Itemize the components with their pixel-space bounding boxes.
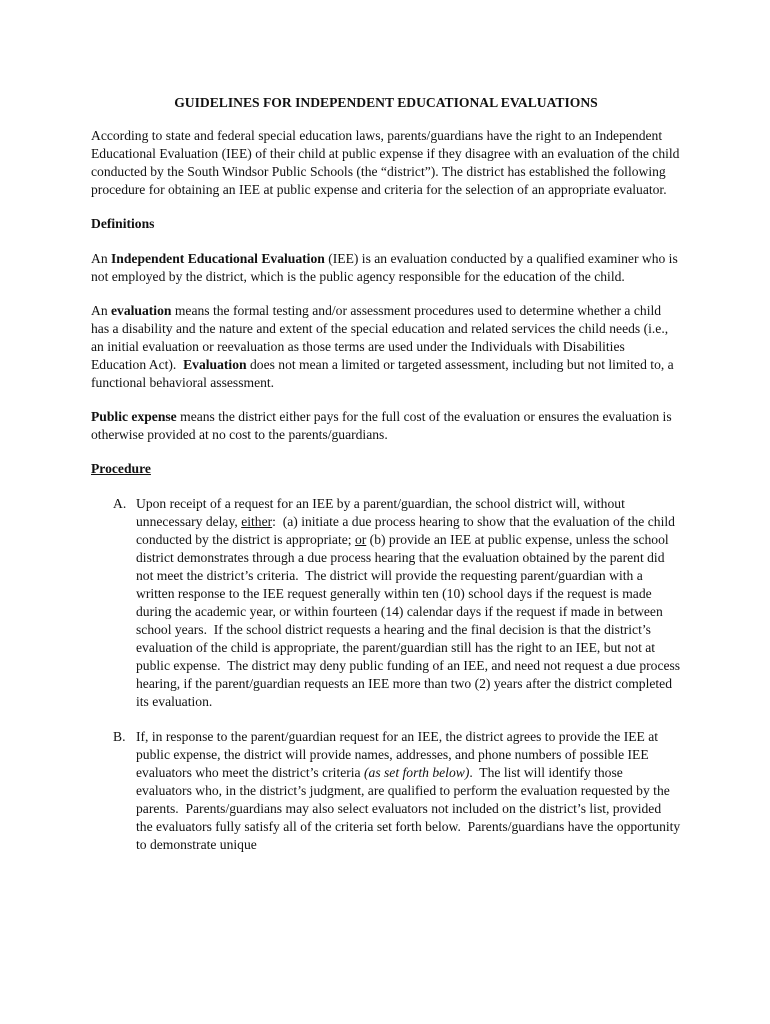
def2-text-2: does not mean a limited or targeted assessment, including but not limited to, a functional behavioral assessment. xyxy=(91,357,674,390)
definition-evaluation xyxy=(91,302,681,392)
def1-term: Independent Educational Evaluation xyxy=(111,251,325,266)
procedure-list xyxy=(91,495,684,854)
def3-text: means the district either pays for the full cost of the evaluation or ensures the evaluation is otherwise provided at no cost to the parents/guardians. xyxy=(91,409,672,442)
item-a-or: or xyxy=(354,532,367,547)
item-a-either: either xyxy=(241,514,273,529)
def1-text: (IEE) is an evaluation conducted by a qualified examiner who is not employed by the district, which is the public agency responsible for the education of the child. xyxy=(91,251,678,284)
intro-paragraph: According to state and federal special education laws, parents/guardians have the right to an Independent Educational Evaluation (IEE) of their child at public expense if they disagree with an evaluation of the child conducted by the South Windsor Public Schools (the “district”). The district has established the following procedure for obtaining an IEE at public expense and criteria for the selection of an appropriate evaluator. xyxy=(91,128,680,197)
procedure-heading: Procedure xyxy=(91,461,151,476)
item-b-text-2: . The list will identify those evaluators who, in the district’s judgment, are qualified to perform the evaluation requested by the parents. Parents/guardians may also select evaluators not included on the district’s list, provided the evaluators fully satisfy all of the criteria set forth below. Parents/guardians have the opportunity to demonstrate unique xyxy=(136,765,684,852)
item-b-italic: (as set forth below) xyxy=(364,765,470,780)
definition-iee xyxy=(91,250,681,286)
def2-text-1: means the formal testing and/or assessment procedures used to determine whether a child has a disability and the nature and extent of the special education and related services the child needs (i.e., an initial evaluation or reevaluation as those terms are used under the Individuals with Disabilities Education Act). xyxy=(91,303,672,372)
item-b-marker: B. xyxy=(113,729,126,744)
item-a-text-3: (b) provide an IEE at public expense, unless the school district demonstrates through a due process hearing that the evaluation obtained by the parent did not meet the district’s criteria. The district will provide the requesting parent/guardian with a written response to the IEE request generally within ten (10) school days if the request is made during the academic year, or within fourteen (14) calendar days if the request if made in between school years. If the school district requests a hearing and the final decision is that the district’s evaluation of the child is appropriate, the parent/guardian still has the right to an IEE, but not at public expense. The district may deny public funding of an IEE, and need not request a due process hearing, if the parent/guardian requests an IEE more than two (2) years after the district completed its evaluation. xyxy=(136,532,684,709)
def1-lead: An xyxy=(91,251,112,266)
definitions-heading: Definitions xyxy=(91,216,155,231)
definition-public-expense xyxy=(91,408,681,444)
item-b-text-1: If, in response to the parent/guardian request for an IEE, the district agrees to provide the IEE at public expense, the district will provide names, addresses, and phone numbers of possible IEE evaluators who meet the district’s criteria xyxy=(136,729,659,780)
def2-term-2: Evaluation xyxy=(183,357,247,372)
item-a-text-1: Upon receipt of a request for an IEE by a parent/guardian, the school district will, without unnecessary delay, xyxy=(136,496,625,529)
document-title: GUIDELINES FOR INDEPENDENT EDUCATIONAL EVALUATIONS xyxy=(174,95,598,110)
def2-lead: An xyxy=(91,303,112,318)
procedure-item-b xyxy=(91,728,684,854)
def3-term: Public expense xyxy=(91,409,177,424)
document-body xyxy=(91,94,684,871)
def2-term: evaluation xyxy=(111,303,172,318)
item-a-marker: A. xyxy=(113,496,127,511)
procedure-item-a xyxy=(91,495,684,711)
item-a-text-2: : (a) initiate a due process hearing to show that the evaluation of the child conducted by the district is appropriate; xyxy=(136,514,679,547)
